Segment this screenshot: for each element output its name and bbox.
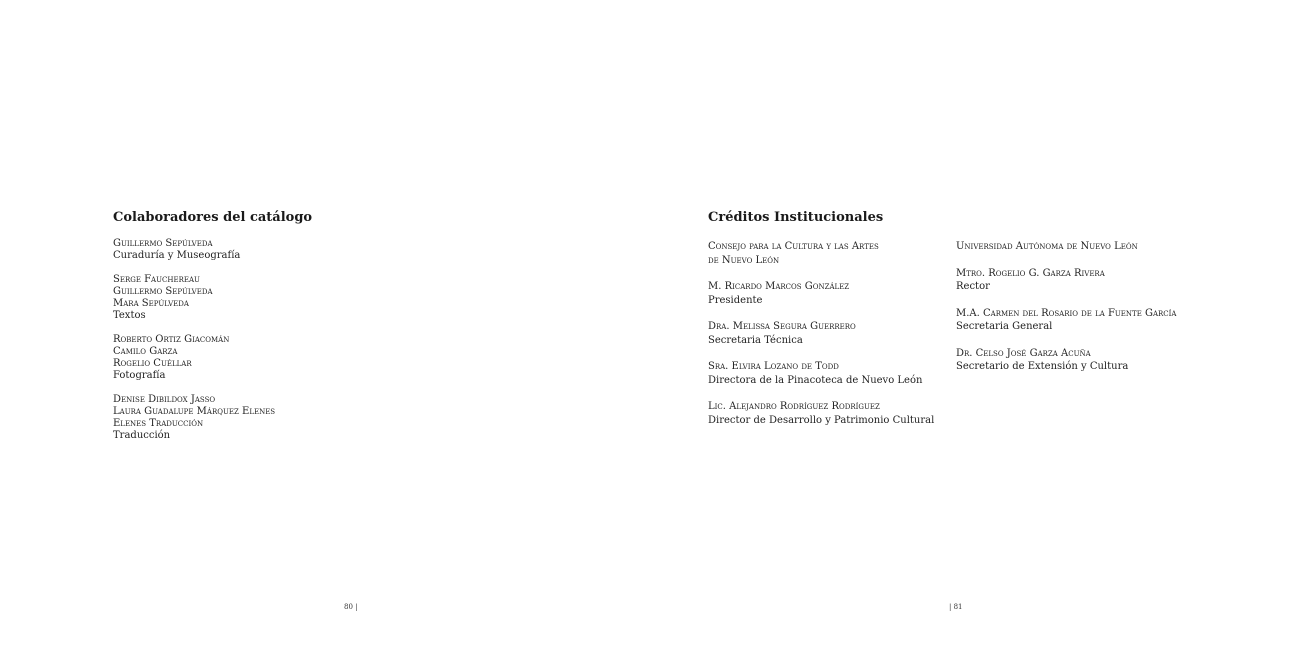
credit-role: Secretaria Técnica bbox=[708, 334, 803, 346]
credit-group bbox=[113, 274, 275, 322]
credit-name: Rogelio Cuéllar bbox=[113, 358, 192, 369]
credit-role: Directora de la Pinacoteca de Nuevo León bbox=[708, 374, 923, 386]
credit-role: Rector bbox=[956, 281, 990, 292]
credit-group bbox=[956, 240, 1176, 254]
right-page bbox=[652, 0, 1303, 651]
credit-group bbox=[113, 334, 275, 382]
credit-name: Guillermo Sepúlveda bbox=[113, 238, 213, 249]
institution-name: Universidad Autónoma de Nuevo León bbox=[956, 241, 1138, 252]
credit-group bbox=[708, 280, 934, 307]
credit-name: Dra. Melissa Segura Guerrero bbox=[708, 321, 856, 332]
credit-group bbox=[956, 267, 1176, 294]
credit-role: Traducción bbox=[113, 430, 171, 441]
credit-group bbox=[113, 238, 275, 262]
conarte-credits-column bbox=[708, 240, 934, 440]
credit-name: Mtro. Rogelio G. Garza Rivera bbox=[956, 267, 1105, 279]
uanl-credits-column bbox=[956, 240, 1176, 387]
left-page-title: Colaboradores del catálogo bbox=[113, 210, 313, 225]
credit-name: Denise Dibildox Jasso bbox=[113, 394, 216, 405]
credit-name: Camilo Garza bbox=[113, 346, 178, 357]
credit-name: Roberto Ortiz Giacomán bbox=[113, 334, 230, 345]
collaborators-list bbox=[113, 238, 275, 454]
credit-name: Mara Sepúlveda bbox=[113, 298, 189, 309]
credit-name: Sra. Elvira Lozano de Todd bbox=[708, 361, 839, 372]
credit-group bbox=[113, 394, 275, 442]
page-number-left: 80 | bbox=[344, 603, 358, 611]
credit-group bbox=[708, 400, 934, 427]
credit-role: Secretario de Extensión y Cultura bbox=[956, 361, 1129, 372]
credit-role: Secretaria General bbox=[956, 321, 1053, 332]
credit-group bbox=[956, 307, 1176, 334]
page-number-right: | 81 bbox=[949, 603, 963, 611]
right-page-title: Créditos Institucionales bbox=[708, 210, 884, 225]
credit-role: Curaduría y Museografía bbox=[113, 250, 241, 261]
credit-name: Elenes Traducción bbox=[113, 418, 204, 429]
institution-name: Consejo para la Cultura y las Artes bbox=[708, 241, 879, 252]
credit-role: Director de Desarrollo y Patrimonio Cultural bbox=[708, 414, 935, 426]
credit-name: M.A. Carmen del Rosario de la Fuente García bbox=[956, 307, 1177, 319]
institution-name: de Nuevo León bbox=[708, 254, 780, 266]
credit-group bbox=[708, 320, 934, 347]
credit-group bbox=[708, 240, 934, 267]
credit-name: Laura Guadalupe Márquez Elenes bbox=[113, 406, 276, 417]
credit-name: M. Ricardo Marcos González bbox=[708, 281, 850, 292]
credit-group bbox=[708, 360, 934, 387]
credit-role: Presidente bbox=[708, 294, 763, 306]
credit-role: Textos bbox=[113, 310, 146, 321]
credit-name: Lic. Alejandro Rodríguez Rodríguez bbox=[708, 401, 880, 412]
credit-role: Fotografía bbox=[113, 370, 166, 381]
credit-group bbox=[956, 347, 1176, 374]
credit-name: Serge Fauchereau bbox=[113, 274, 200, 285]
left-page bbox=[0, 0, 651, 651]
credit-name: Dr. Celso José Garza Acuña bbox=[956, 347, 1091, 359]
credit-name: Guillermo Sepúlveda bbox=[113, 286, 213, 297]
